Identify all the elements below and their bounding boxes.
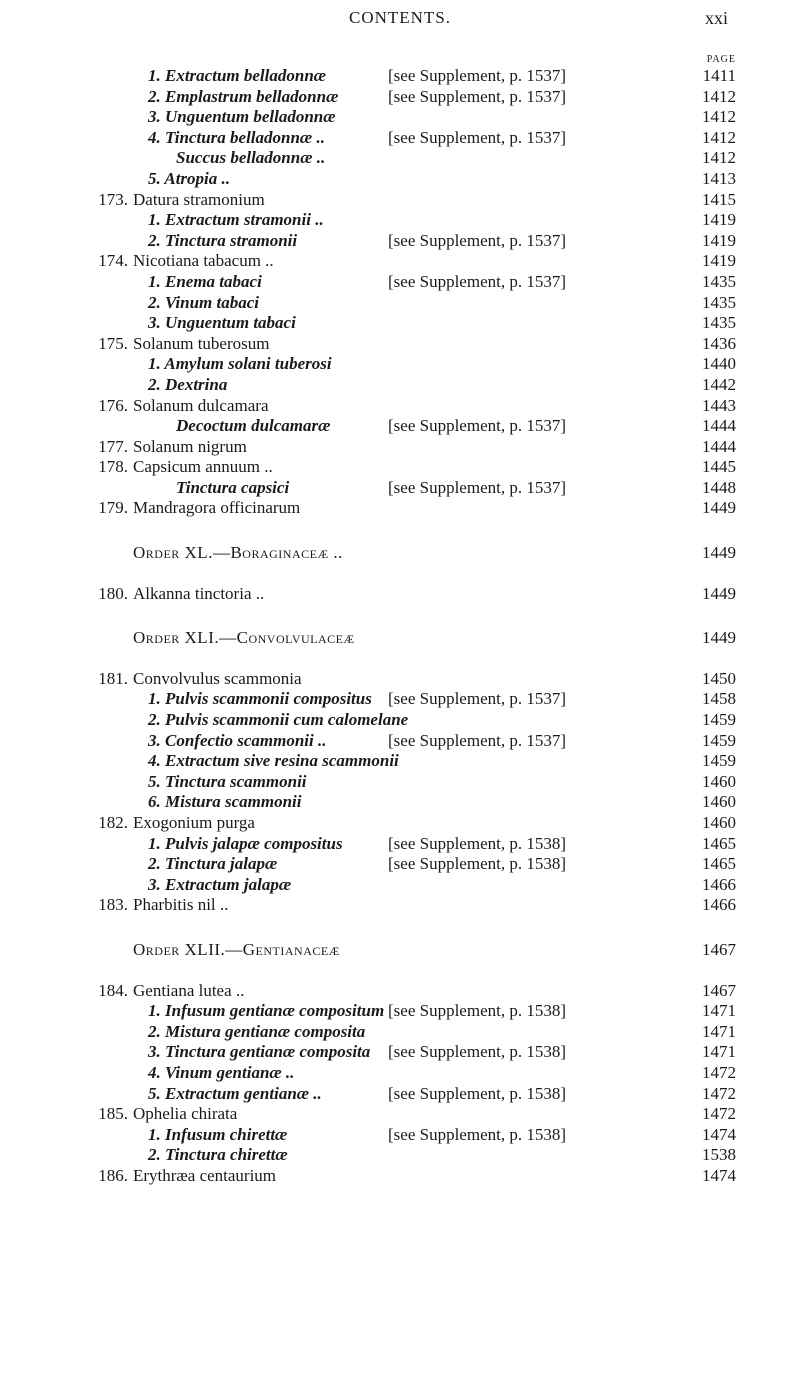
toc-entry xyxy=(0,190,800,211)
toc-entry xyxy=(0,169,800,190)
section-spacer xyxy=(0,961,800,981)
toc-entry xyxy=(0,1166,800,1187)
entry-page-number: 1466 xyxy=(702,874,736,894)
entry-label: 4. Vinum gentianæ .. xyxy=(148,1062,295,1082)
entry-label: Solanum tuberosum xyxy=(133,333,270,353)
order-heading-row xyxy=(0,940,800,961)
supplement-reference: [see Supplement, p. 1537] xyxy=(388,86,566,106)
toc-entry xyxy=(0,1042,800,1063)
toc-entry xyxy=(0,416,800,437)
entry-number: 182. xyxy=(98,813,128,832)
entry-page-number: 1460 xyxy=(702,771,736,791)
toc-entry xyxy=(0,710,800,731)
page-number: xxi xyxy=(704,8,728,28)
toc-entry xyxy=(0,1084,800,1105)
entry-page-number: 1465 xyxy=(702,854,736,874)
entry-label: 2. Tinctura jalapæ xyxy=(148,854,278,874)
entry-label: 1. Enema tabaci xyxy=(148,271,262,291)
supplement-reference: [see Supplement, p. 1538] xyxy=(388,833,566,853)
entry-label: 5. Extractum gentianæ .. xyxy=(148,1083,322,1103)
entry-page-number: 1467 xyxy=(702,939,736,959)
entry-label: 1. Extractum stramonii .. xyxy=(148,210,324,230)
entry-page-number: 1412 xyxy=(702,127,736,147)
entry-label: 3. Unguentum belladonnæ xyxy=(148,107,336,127)
supplement-reference: [see Supplement, p. 1538] xyxy=(388,1124,566,1144)
toc-entry xyxy=(0,981,800,1002)
supplement-reference: [see Supplement, p. 1537] xyxy=(388,127,566,147)
supplement-reference: [see Supplement, p. 1538] xyxy=(388,1083,566,1103)
entry-number: 174. xyxy=(98,251,128,271)
supplement-reference: [see Supplement, p. 1537] xyxy=(388,66,566,85)
entry-page-number: 1459 xyxy=(702,730,736,750)
page-column-heading: PAGE xyxy=(706,54,736,65)
entry-number: 183. xyxy=(98,895,128,915)
entry-number: 175. xyxy=(98,333,128,353)
entry-label: 3. Tinctura gentianæ composita xyxy=(148,1042,371,1062)
order-heading-row xyxy=(0,543,800,564)
toc-entry xyxy=(0,66,800,87)
toc-entry xyxy=(0,437,800,458)
supplement-reference: [see Supplement, p. 1537] xyxy=(388,230,566,250)
entry-label: 2. Tinctura chirettæ xyxy=(148,1145,288,1165)
entry-label: 6. Mistura scammonii xyxy=(148,792,302,812)
toc-entry xyxy=(0,669,800,690)
supplement-reference: [see Supplement, p. 1537] xyxy=(388,730,566,750)
entry-label: Gentiana lutea .. xyxy=(133,980,245,1000)
entry-page-number: 1443 xyxy=(702,395,736,415)
entry-page-number: 1538 xyxy=(702,1145,736,1165)
entry-label: 1. Infusum chirettæ xyxy=(148,1124,288,1144)
entry-number: 177. xyxy=(98,436,128,456)
entry-page-number: 1411 xyxy=(702,66,736,85)
toc-entry xyxy=(0,834,800,855)
supplement-reference: [see Supplement, p. 1537] xyxy=(388,416,566,436)
entry-label: Datura stramonium xyxy=(133,189,265,209)
toc-entry xyxy=(0,498,800,519)
entry-label: Pharbitis nil .. xyxy=(133,895,229,915)
entry-label: Tinctura capsici xyxy=(176,477,290,497)
entry-page-number: 1445 xyxy=(702,457,736,477)
entry-page-number: 1449 xyxy=(702,628,736,648)
section-spacer xyxy=(0,519,800,543)
toc-entry xyxy=(0,478,800,499)
toc-entry xyxy=(0,895,800,916)
entry-page-number: 1444 xyxy=(702,436,736,456)
entry-number: 185. xyxy=(98,1104,128,1124)
entry-page-number: 1474 xyxy=(702,1165,736,1185)
entry-label: 2. Pulvis scammonii cum calomelane xyxy=(148,710,409,730)
entry-number: 179. xyxy=(98,498,128,518)
entry-page-number: 1471 xyxy=(702,1042,736,1062)
entry-page-number: 1419 xyxy=(702,230,736,250)
entry-label: Nicotiana tabacum .. xyxy=(133,251,274,271)
toc-entry xyxy=(0,334,800,355)
entry-page-number: 1415 xyxy=(702,189,736,209)
entry-label: Exogonium purga xyxy=(133,813,255,832)
entry-page-number: 1448 xyxy=(702,477,736,497)
entry-page-number: 1449 xyxy=(702,543,736,563)
contents-list xyxy=(0,66,800,1187)
entry-page-number: 1465 xyxy=(702,833,736,853)
entry-number: 173. xyxy=(98,189,128,209)
entry-page-number: 1435 xyxy=(702,292,736,312)
toc-entry xyxy=(0,1063,800,1084)
entry-number: 180. xyxy=(98,583,128,603)
entry-label: 3. Confectio scammonii .. xyxy=(148,730,327,750)
entry-label: Ophelia chirata xyxy=(133,1104,238,1124)
entry-label: Alkanna tinctoria .. xyxy=(133,583,265,603)
toc-entry xyxy=(0,584,800,605)
entry-number: 184. xyxy=(98,980,128,1000)
entry-page-number: 1442 xyxy=(702,374,736,394)
toc-entry xyxy=(0,792,800,813)
entry-page-number: 1460 xyxy=(702,813,736,832)
entry-page-number: 1472 xyxy=(702,1104,736,1124)
entry-label: Solanum dulcamara xyxy=(133,395,269,415)
toc-entry xyxy=(0,396,800,417)
supplement-reference: [see Supplement, p. 1538] xyxy=(388,1042,566,1062)
toc-entry xyxy=(0,251,800,272)
entry-page-number: 1458 xyxy=(702,689,736,709)
toc-entry xyxy=(0,854,800,875)
toc-entry xyxy=(0,1125,800,1146)
supplement-reference: [see Supplement, p. 1537] xyxy=(388,271,566,291)
toc-entry xyxy=(0,813,800,834)
entry-label: Erythræa centaurium xyxy=(133,1165,277,1185)
section-spacer xyxy=(0,649,800,669)
entry-label: 1. Pulvis scammonii compositus xyxy=(148,689,372,709)
toc-entry xyxy=(0,751,800,772)
entry-label: 4. Extractum sive resina scammonii xyxy=(148,751,399,771)
entry-label: 2. Emplastrum belladonnæ xyxy=(148,86,339,106)
entry-page-number: 1472 xyxy=(702,1062,736,1082)
entry-number: 176. xyxy=(98,395,128,415)
entry-page-number: 1436 xyxy=(702,333,736,353)
entry-page-number: 1435 xyxy=(702,271,736,291)
toc-entry xyxy=(0,107,800,128)
toc-entry xyxy=(0,231,800,252)
entry-label: 5. Atropia .. xyxy=(148,168,231,188)
entry-page-number: 1444 xyxy=(702,416,736,436)
toc-entry xyxy=(0,772,800,793)
entry-label: Solanum nigrum xyxy=(133,436,247,456)
toc-entry xyxy=(0,375,800,396)
toc-entry xyxy=(0,1022,800,1043)
entry-number: 178. xyxy=(98,457,128,477)
entry-label: 2. Vinum tabaci xyxy=(148,292,259,312)
entry-label: 1. Extractum belladonnæ xyxy=(148,66,327,85)
entry-page-number: 1412 xyxy=(702,86,736,106)
entry-page-number: 1459 xyxy=(702,751,736,771)
entry-page-number: 1471 xyxy=(702,1021,736,1041)
toc-entry xyxy=(0,1104,800,1125)
entry-label: Order XLI.—Convolvulaceæ xyxy=(133,628,355,648)
entry-label: Succus belladonnæ .. xyxy=(176,148,326,168)
entry-page-number: 1472 xyxy=(702,1083,736,1103)
entry-page-number: 1449 xyxy=(702,498,736,518)
entry-page-number: 1474 xyxy=(702,1124,736,1144)
entry-page-number: 1419 xyxy=(702,210,736,230)
toc-entry xyxy=(0,87,800,108)
toc-entry xyxy=(0,1001,800,1022)
entry-label: 2. Dextrina xyxy=(148,374,228,394)
supplement-reference: [see Supplement, p. 1537] xyxy=(388,689,566,709)
entry-page-number: 1460 xyxy=(702,792,736,812)
entry-page-number: 1450 xyxy=(702,668,736,688)
entry-label: 1. Pulvis jalapæ compositus xyxy=(148,833,343,853)
entry-page-number: 1459 xyxy=(702,710,736,730)
entry-page-number: 1419 xyxy=(702,251,736,271)
section-spacer xyxy=(0,916,800,940)
entry-label: Convolvulus scammonia xyxy=(133,668,302,688)
entry-label: 2. Tinctura stramonii xyxy=(148,230,298,250)
page-header xyxy=(0,8,800,48)
entry-page-number: 1449 xyxy=(702,583,736,603)
toc-entry xyxy=(0,689,800,710)
order-heading-row xyxy=(0,628,800,649)
entry-label: Mandragora officinarum xyxy=(133,498,301,518)
toc-entry xyxy=(0,148,800,169)
toc-entry xyxy=(0,731,800,752)
entry-label: Decoctum dulcamaræ xyxy=(176,416,331,436)
entry-page-number: 1471 xyxy=(702,1001,736,1021)
entry-label: 3. Extractum jalapæ xyxy=(148,874,292,894)
supplement-reference: [see Supplement, p. 1537] xyxy=(388,477,566,497)
entry-page-number: 1435 xyxy=(702,313,736,333)
supplement-reference: [see Supplement, p. 1538] xyxy=(388,854,566,874)
toc-entry xyxy=(0,293,800,314)
toc-entry xyxy=(0,1145,800,1166)
entry-label: 2. Mistura gentianæ composita xyxy=(148,1021,366,1041)
entry-label: 3. Unguentum tabaci xyxy=(148,313,296,333)
entry-page-number: 1412 xyxy=(702,107,736,127)
entry-number: 181. xyxy=(98,668,128,688)
entry-label: Order XLII.—Gentianaceæ xyxy=(133,939,340,959)
entry-page-number: 1466 xyxy=(702,895,736,915)
toc-entry xyxy=(0,457,800,478)
toc-entry xyxy=(0,313,800,334)
entry-label: 1. Infusum gentianæ compositum xyxy=(148,1001,385,1021)
entry-page-number: 1412 xyxy=(702,148,736,168)
toc-entry xyxy=(0,128,800,149)
entry-page-number: 1413 xyxy=(702,168,736,188)
entry-page-number: 1440 xyxy=(702,354,736,374)
toc-entry xyxy=(0,210,800,231)
page-title: CONTENTS. xyxy=(348,8,452,27)
entry-label: Capsicum annuum .. xyxy=(133,457,273,477)
supplement-reference: [see Supplement, p. 1538] xyxy=(388,1001,566,1021)
entry-number: 186. xyxy=(98,1165,128,1185)
toc-entry xyxy=(0,875,800,896)
entry-page-number: 1467 xyxy=(702,980,736,1000)
entry-label: 4. Tinctura belladonnæ .. xyxy=(148,127,325,147)
toc-entry xyxy=(0,272,800,293)
section-spacer xyxy=(0,604,800,628)
entry-label: 1. Amylum solani tuberosi xyxy=(148,354,332,374)
section-spacer xyxy=(0,564,800,584)
toc-entry xyxy=(0,354,800,375)
entry-label: Order XL.—Boraginaceæ .. xyxy=(133,543,343,563)
entry-label: 5. Tinctura scammonii xyxy=(148,771,307,791)
